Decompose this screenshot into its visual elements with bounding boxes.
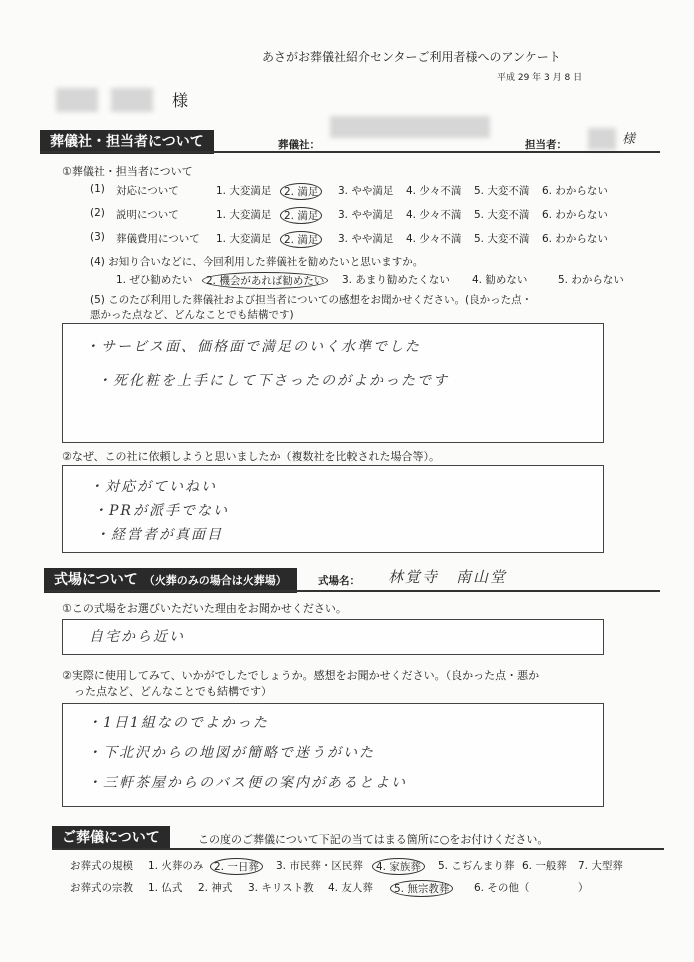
venue-answer-2-line2: ・下北沢からの地図が簡略で迷うがいた [87,745,375,761]
option-selected[interactable]: 2. 機会があれば勧めたい [202,272,328,289]
question-4-label: (4) お知り合いなどに、今回利用した葬儀社を勧めたいと思いますか。 [90,256,424,268]
option[interactable]: 1. 大変満足 [216,209,272,221]
question-2-label: ②なぜ、この社に依頼しようと思いましたか（複数社を比較された場合等）。 [62,450,441,463]
option-selected[interactable]: 2. 一日葬 [210,858,263,875]
option[interactable]: 6. わからない [542,233,608,245]
option[interactable]: 6. 一般葬 [522,860,567,872]
section-underline [44,590,660,592]
scale-label: お葬式の規模 [70,860,133,872]
option[interactable]: 1. 大変満足 [216,185,272,197]
rating-row-1 [90,183,608,200]
funeral-company-label: 葬儀社： [278,139,320,151]
option-close-paren: ） [578,882,589,894]
option[interactable]: 2. 神式 [198,882,233,894]
venue-answer-2-line3: ・三軒茶屋からのバス便の案内があるとよい [87,775,407,791]
staff-label: 担当者： [525,139,567,151]
funeral-company-redacted [330,116,490,142]
venue-answer-2-line1: ・1日1組なのでよかった [87,715,269,731]
option-selected[interactable]: 2. 満足 [280,183,322,200]
row-label: 説明について [116,209,179,221]
recommend-row [116,272,624,289]
option[interactable]: 3. やや満足 [338,209,394,221]
option-selected[interactable]: 2. 満足 [280,207,322,224]
rating-row-2 [90,207,608,224]
option[interactable]: 4. 少々不満 [406,209,462,221]
staff-handwritten: 様 [622,132,638,147]
venue-answer-1-box[interactable] [62,619,604,655]
section-underline [40,151,660,153]
row-label: 葬儀費用について [116,233,200,245]
option[interactable]: 1. 大変満足 [216,233,272,245]
option[interactable]: 6. わからない [542,185,608,197]
option[interactable]: 7. 大型葬 [578,860,623,872]
option[interactable]: 5. 大変不満 [474,185,530,197]
option[interactable]: 3. やや満足 [338,185,394,197]
customer-name-redacted [56,88,153,116]
venue-question-1-label: ①この式場をお選びいただいた理由をお聞かせください。 [62,602,347,615]
answer-2-box[interactable] [62,465,604,553]
option[interactable]: 1. ぜひ勧めたい [116,274,193,286]
venue-answer-2-box[interactable] [62,703,604,807]
option[interactable]: 4. 友人葬 [328,882,373,894]
option-selected[interactable]: 5. 無宗教葬 [390,880,453,897]
answer-2-line1: ・対応がていねい [89,479,217,495]
venue-handwritten: 林覚寺 南山堂 [388,568,508,586]
option[interactable]: 5. わからない [558,274,624,286]
section-funeral-heading: ご葬儀について [52,826,170,850]
funeral-instruction: この度のご葬儀について下記の当てはまる箇所に○をお付けください。 [198,833,549,846]
option[interactable]: 4. 少々不満 [406,233,462,245]
row-number: (1) [90,183,105,195]
option[interactable]: 5. 大変不満 [474,209,530,221]
option[interactable]: 3. あまり勧めたくない [342,274,450,286]
option[interactable]: 6. その他（ [474,882,530,894]
option-selected[interactable]: 4. 家族葬 [372,858,425,875]
survey-title: あさがお葬儀社紹介センターご利用者様へのアンケート [262,50,561,64]
venue-label: 式場名： [318,575,360,587]
survey-date: 平成 29 年 3 月 8 日 [497,73,583,83]
option-selected[interactable]: 2. 満足 [280,231,322,248]
option[interactable]: 3. キリスト教 [248,882,314,894]
section-funeral-company-heading: 葬儀社・担当者について [40,130,214,154]
option[interactable]: 6. わからない [542,209,608,221]
answer-2-line2: ・PRが派手でない [93,503,229,519]
answer-5-line2: ・死化粧を上手にして下さったのがよかったです [97,373,449,389]
venue-heading-sub: （火葬のみの場合は火葬場） [143,574,287,587]
religion-label: お葬式の宗教 [70,882,133,894]
answer-2-line3: ・経営者が真面目 [95,527,223,543]
answer-5-line1: ・サービス面、価格面で満足のいく水準でした [85,339,421,355]
venue-heading-text: 式場について [54,572,138,588]
question-5-label-line1: (5) このたび利用した葬儀社および担当者についての感想をお聞かせください。(良かった点・ [90,294,533,306]
rating-row-3 [90,231,608,248]
row-number: (2) [90,207,105,219]
sama-suffix: 様 [172,91,189,110]
option[interactable]: 1. 火葬のみ [148,860,204,872]
section-underline [52,848,664,850]
venue-question-2-line2: った点など、どんなことでも結構です） [74,685,272,698]
scale-row [70,858,623,875]
option[interactable]: 1. 仏式 [148,882,183,894]
option[interactable]: 3. やや満足 [338,233,394,245]
option[interactable]: 4. 少々不満 [406,185,462,197]
option[interactable]: 3. 市民葬・区民葬 [276,860,363,872]
venue-question-2-line1: ②実際に使用してみて、いかがでしたでしょうか。感想をお聞かせください。（良かった点・悪か [62,669,540,682]
venue-answer-1: 自宅から近い [89,629,185,645]
question-5-label-line2: 悪かった点など、どんなことでも結構です) [90,309,294,321]
religion-row [70,880,589,897]
answer-5-box[interactable] [62,323,604,443]
option[interactable]: 5. 大変不満 [474,233,530,245]
row-number: (3) [90,231,105,243]
row-label: 対応について [116,185,179,197]
question-1-label: ①葬儀社・担当者について [62,165,193,178]
option[interactable]: 5. こぢんまり葬 [438,860,515,872]
option[interactable]: 4. 勧めない [472,274,528,286]
